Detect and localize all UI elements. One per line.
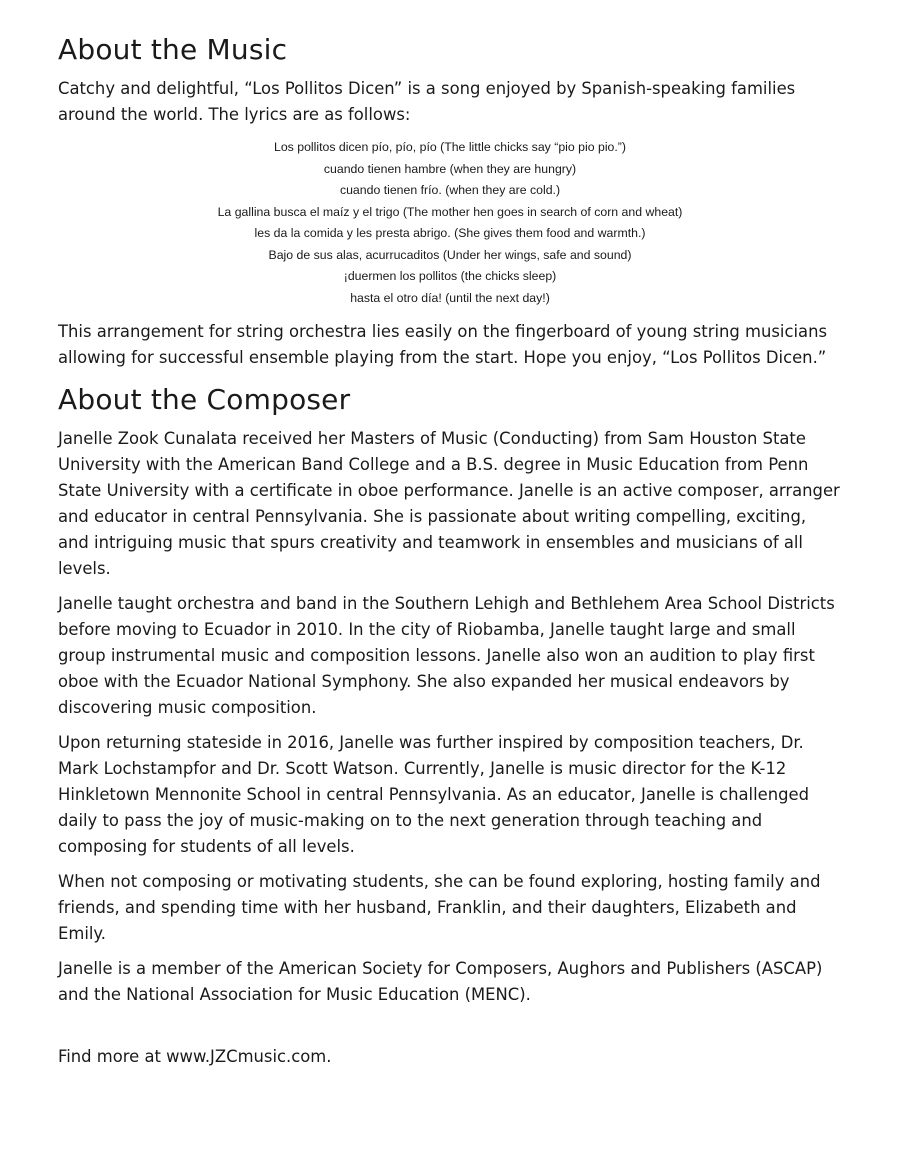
lyric-line: Los pollitos dicen pío, pío, pío (The little chicks say “pio pio pio.”) — [274, 140, 626, 154]
lyric-line: ¡duermen los pollitos (the chicks sleep) — [343, 269, 557, 283]
composer-paragraph: Janelle Zook Cunalata received her Masters of Music (Conducting) from Sam Houston State University with the American Band College and a B.S. degree in Music Education from Penn State University with a certificate in oboe performance. Janelle is an active composer, arranger and educator in central Pennsylvania. She is passionate about writing compelling, exciting, and intriguing music that spurs creativity and teamwork in ensembles and musicians of all levels. — [58, 429, 840, 578]
lyrics-block — [58, 137, 842, 309]
composer-paragraph: When not composing or motivating students, she can be found exploring, hosting family and friends, and spending time with her husband, Franklin, and their daughters, Elizabeth and Emily. — [58, 872, 821, 943]
lyric-line: Bajo de sus alas, acurrucaditos (Under her wings, safe and sound) — [268, 247, 632, 262]
music-closing-paragraph: This arrangement for string orchestra lies easily on the fingerboard of young string musicians allowing for successful ensemble playing from the start. Hope you enjoy, “Los Pollitos Dicen.” — [58, 322, 828, 367]
lyric-line: cuando tienen hambre (when they are hungry) — [323, 161, 577, 176]
composer-paragraph: Upon returning stateside in 2016, Janelle was further inspired by composition teachers, Dr. Mark Lochstampfor and Dr. Scott Watson. Currently, Janelle is music director for the K-12 Hinkletown Mennonite School in central Pennsylvania. As an educator, Janelle is challenged daily to pass the joy of music-making on to the next generation through teaching and composing for students of all levels. — [58, 733, 810, 856]
composer-paragraph: Janelle taught orchestra and band in the Southern Lehigh and Bethlehem Area School Districts before moving to Ecuador in 2010. In the city of Riobamba, Janelle taught large and small group instrumental music and composition lessons. Janelle also won an audition to play first oboe with the Ecuador National Symphony. She also expanded her musical endeavors by discovering music composition. — [58, 594, 835, 717]
music-intro-paragraph: Catchy and delightful, “Los Pollitos Dicen” is a song enjoyed by Spanish-speaking families around the world. The lyrics are as follows: — [58, 79, 796, 124]
composer-paragraph: Janelle is a member of the American Society for Composers, Aughors and Publishers (ASCAP) and the National Association for Music Education (MENC). — [58, 959, 823, 1004]
lyric-line: cuando tienen frío. (when they are cold.) — [339, 183, 561, 197]
about-composer-heading: About the Composer — [58, 383, 351, 416]
footer-website-text: Find more at www.JZCmusic.com. — [58, 1047, 332, 1066]
lyric-line: La gallina busca el maíz y el trigo (The mother hen goes in search of corn and wheat) — [217, 204, 683, 219]
about-music-heading: About the Music — [58, 33, 288, 66]
lyric-line: hasta el otro día! (until the next day!) — [350, 290, 550, 305]
lyric-line: les da la comida y les presta abrigo. (She gives them food and warmth.) — [254, 226, 646, 240]
document-page — [58, 30, 842, 1079]
